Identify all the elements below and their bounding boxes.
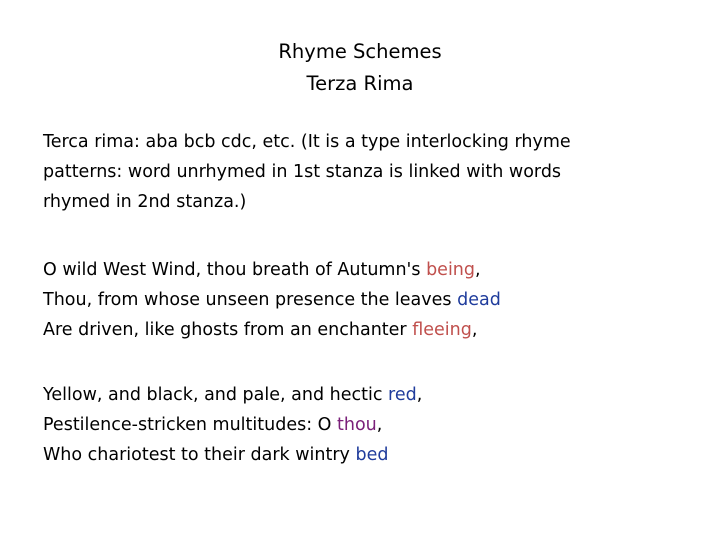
line-text: Pestilence-stricken multitudes: O xyxy=(43,415,338,435)
rhyme-word: fleeing xyxy=(412,320,472,340)
rhyme-word: being xyxy=(426,260,475,280)
line-text: Are driven, like ghosts from an enchanter xyxy=(43,320,413,340)
intro-line-3: rhymed in 2nd stanza.) xyxy=(43,192,247,212)
title-line-2: Terza Rima xyxy=(306,72,414,95)
poem-line xyxy=(43,285,683,315)
poem-line xyxy=(43,440,683,470)
rhyme-word: bed xyxy=(355,445,389,465)
stanza-1 xyxy=(43,255,683,345)
line-text: Thou, from whose unseen presence the leaves xyxy=(43,290,458,310)
intro-paragraph xyxy=(43,127,683,217)
line-punctuation: , xyxy=(376,415,383,435)
rhyme-word: red xyxy=(388,385,417,405)
line-punctuation: , xyxy=(471,320,478,340)
poem-line xyxy=(43,315,683,345)
line-text: O wild West Wind, thou breath of Autumn's xyxy=(43,260,427,280)
rhyme-word: thou xyxy=(337,415,377,435)
poem-line xyxy=(43,380,683,410)
rhyme-word: dead xyxy=(457,290,501,310)
intro-line-2: patterns: word unrhymed in 1st stanza is linked with words xyxy=(43,162,562,182)
line-text: Who chariotest to their dark wintry xyxy=(43,445,356,465)
poem-line xyxy=(43,255,683,285)
line-text: Yellow, and black, and pale, and hectic xyxy=(43,385,389,405)
title-line-1: Rhyme Schemes xyxy=(278,40,442,63)
line-punctuation: , xyxy=(475,260,481,280)
stanza-2 xyxy=(43,380,683,470)
line-punctuation: , xyxy=(416,385,423,405)
slide-title xyxy=(0,36,720,100)
intro-line-1: Terca rima: aba bcb cdc, etc. (It is a type interlocking rhyme xyxy=(43,132,571,152)
poem-line xyxy=(43,410,683,440)
